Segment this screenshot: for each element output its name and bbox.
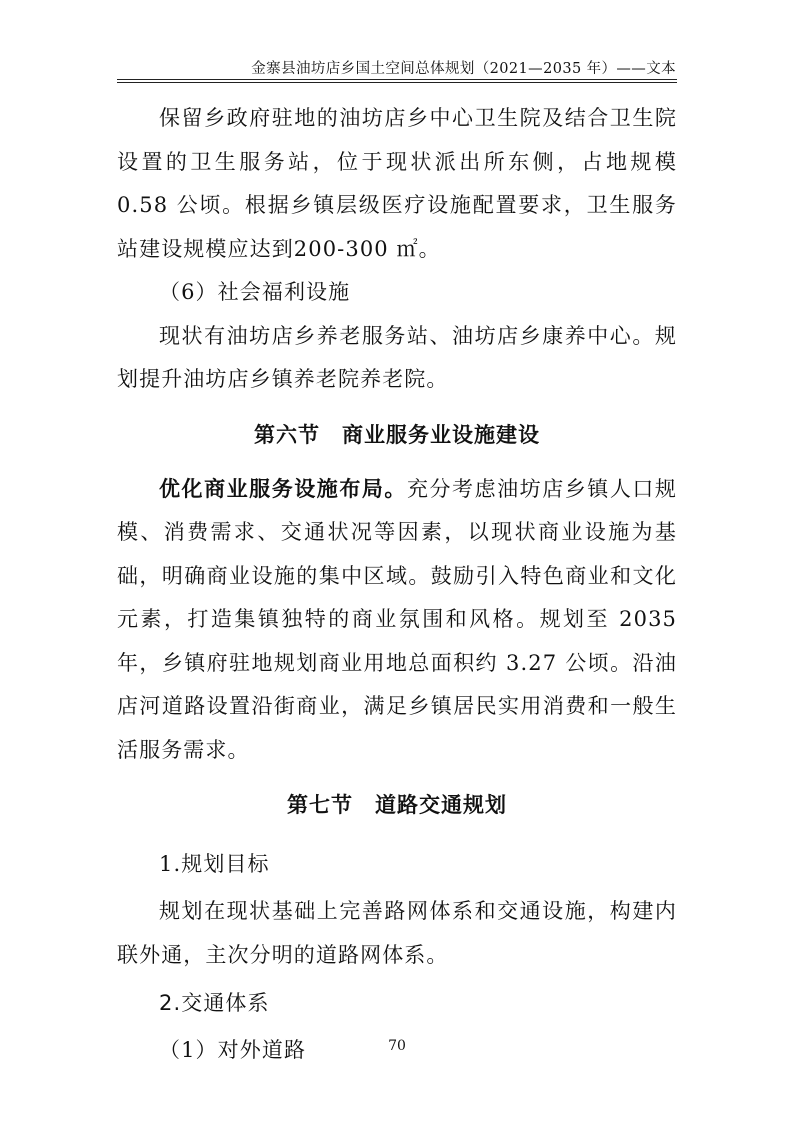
section-title-road-traffic: 第七节 道路交通规划 <box>287 793 507 817</box>
paragraph-planning-goals: 规划在现状基础上完善路网体系和交通设施，构建内联外通，主次分明的道路网体系。 <box>117 899 677 967</box>
paragraph-body: 充分考虑油坊店乡镇人口规模、消费需求、交通状况等因素，以现状商业设施为基础，明确商业设施的集中区域。鼓励引入特色商业和文化元素，打造集镇独特的商业氛围和风格。规划至 2035 年，乡镇府驻地规划商业用地总面积约 3.27 公顷。沿油店河道路设置沿街商业，满足乡镇居民实用消费和一般生活服务需求。 <box>117 476 677 762</box>
header-rule-thick <box>117 82 677 83</box>
page-number: 70 <box>388 1038 406 1054</box>
page-header <box>0 0 794 80</box>
paragraph-commercial-layout <box>117 468 677 773</box>
document-body <box>117 97 677 1073</box>
paragraph-lead: 优化商业服务设施布局。 <box>159 476 407 501</box>
heading-planning-goals: 1.规划目标 <box>159 852 270 876</box>
paragraph-health-station: 保留乡政府驻地的油坊店乡中心卫生院及结合卫生院设置的卫生服务站，位于现状派出所东侧，占地规模 0.58 公顷。根据乡镇层级医疗设施配置要求，卫生服务站建设规模应达到200-300 ㎡。 <box>117 106 677 261</box>
header-rule-thin <box>117 79 677 80</box>
heading-traffic-system: 2.交通体系 <box>159 991 270 1015</box>
paragraph-elderly-care: 现状有油坊店乡养老服务站、油坊店乡康养中心。规划提升油坊店乡镇养老院养老院。 <box>117 323 677 391</box>
subheading-social-welfare: （6）社会福利设施 <box>159 280 351 304</box>
header-title: 金寨县油坊店乡国土空间总体规划（2021—2035 年）——文本 <box>251 61 676 77</box>
section-title-commercial: 第六节 商业服务业设施建设 <box>254 422 540 447</box>
subheading-external-roads: （1）对外道路 <box>159 1038 307 1062</box>
